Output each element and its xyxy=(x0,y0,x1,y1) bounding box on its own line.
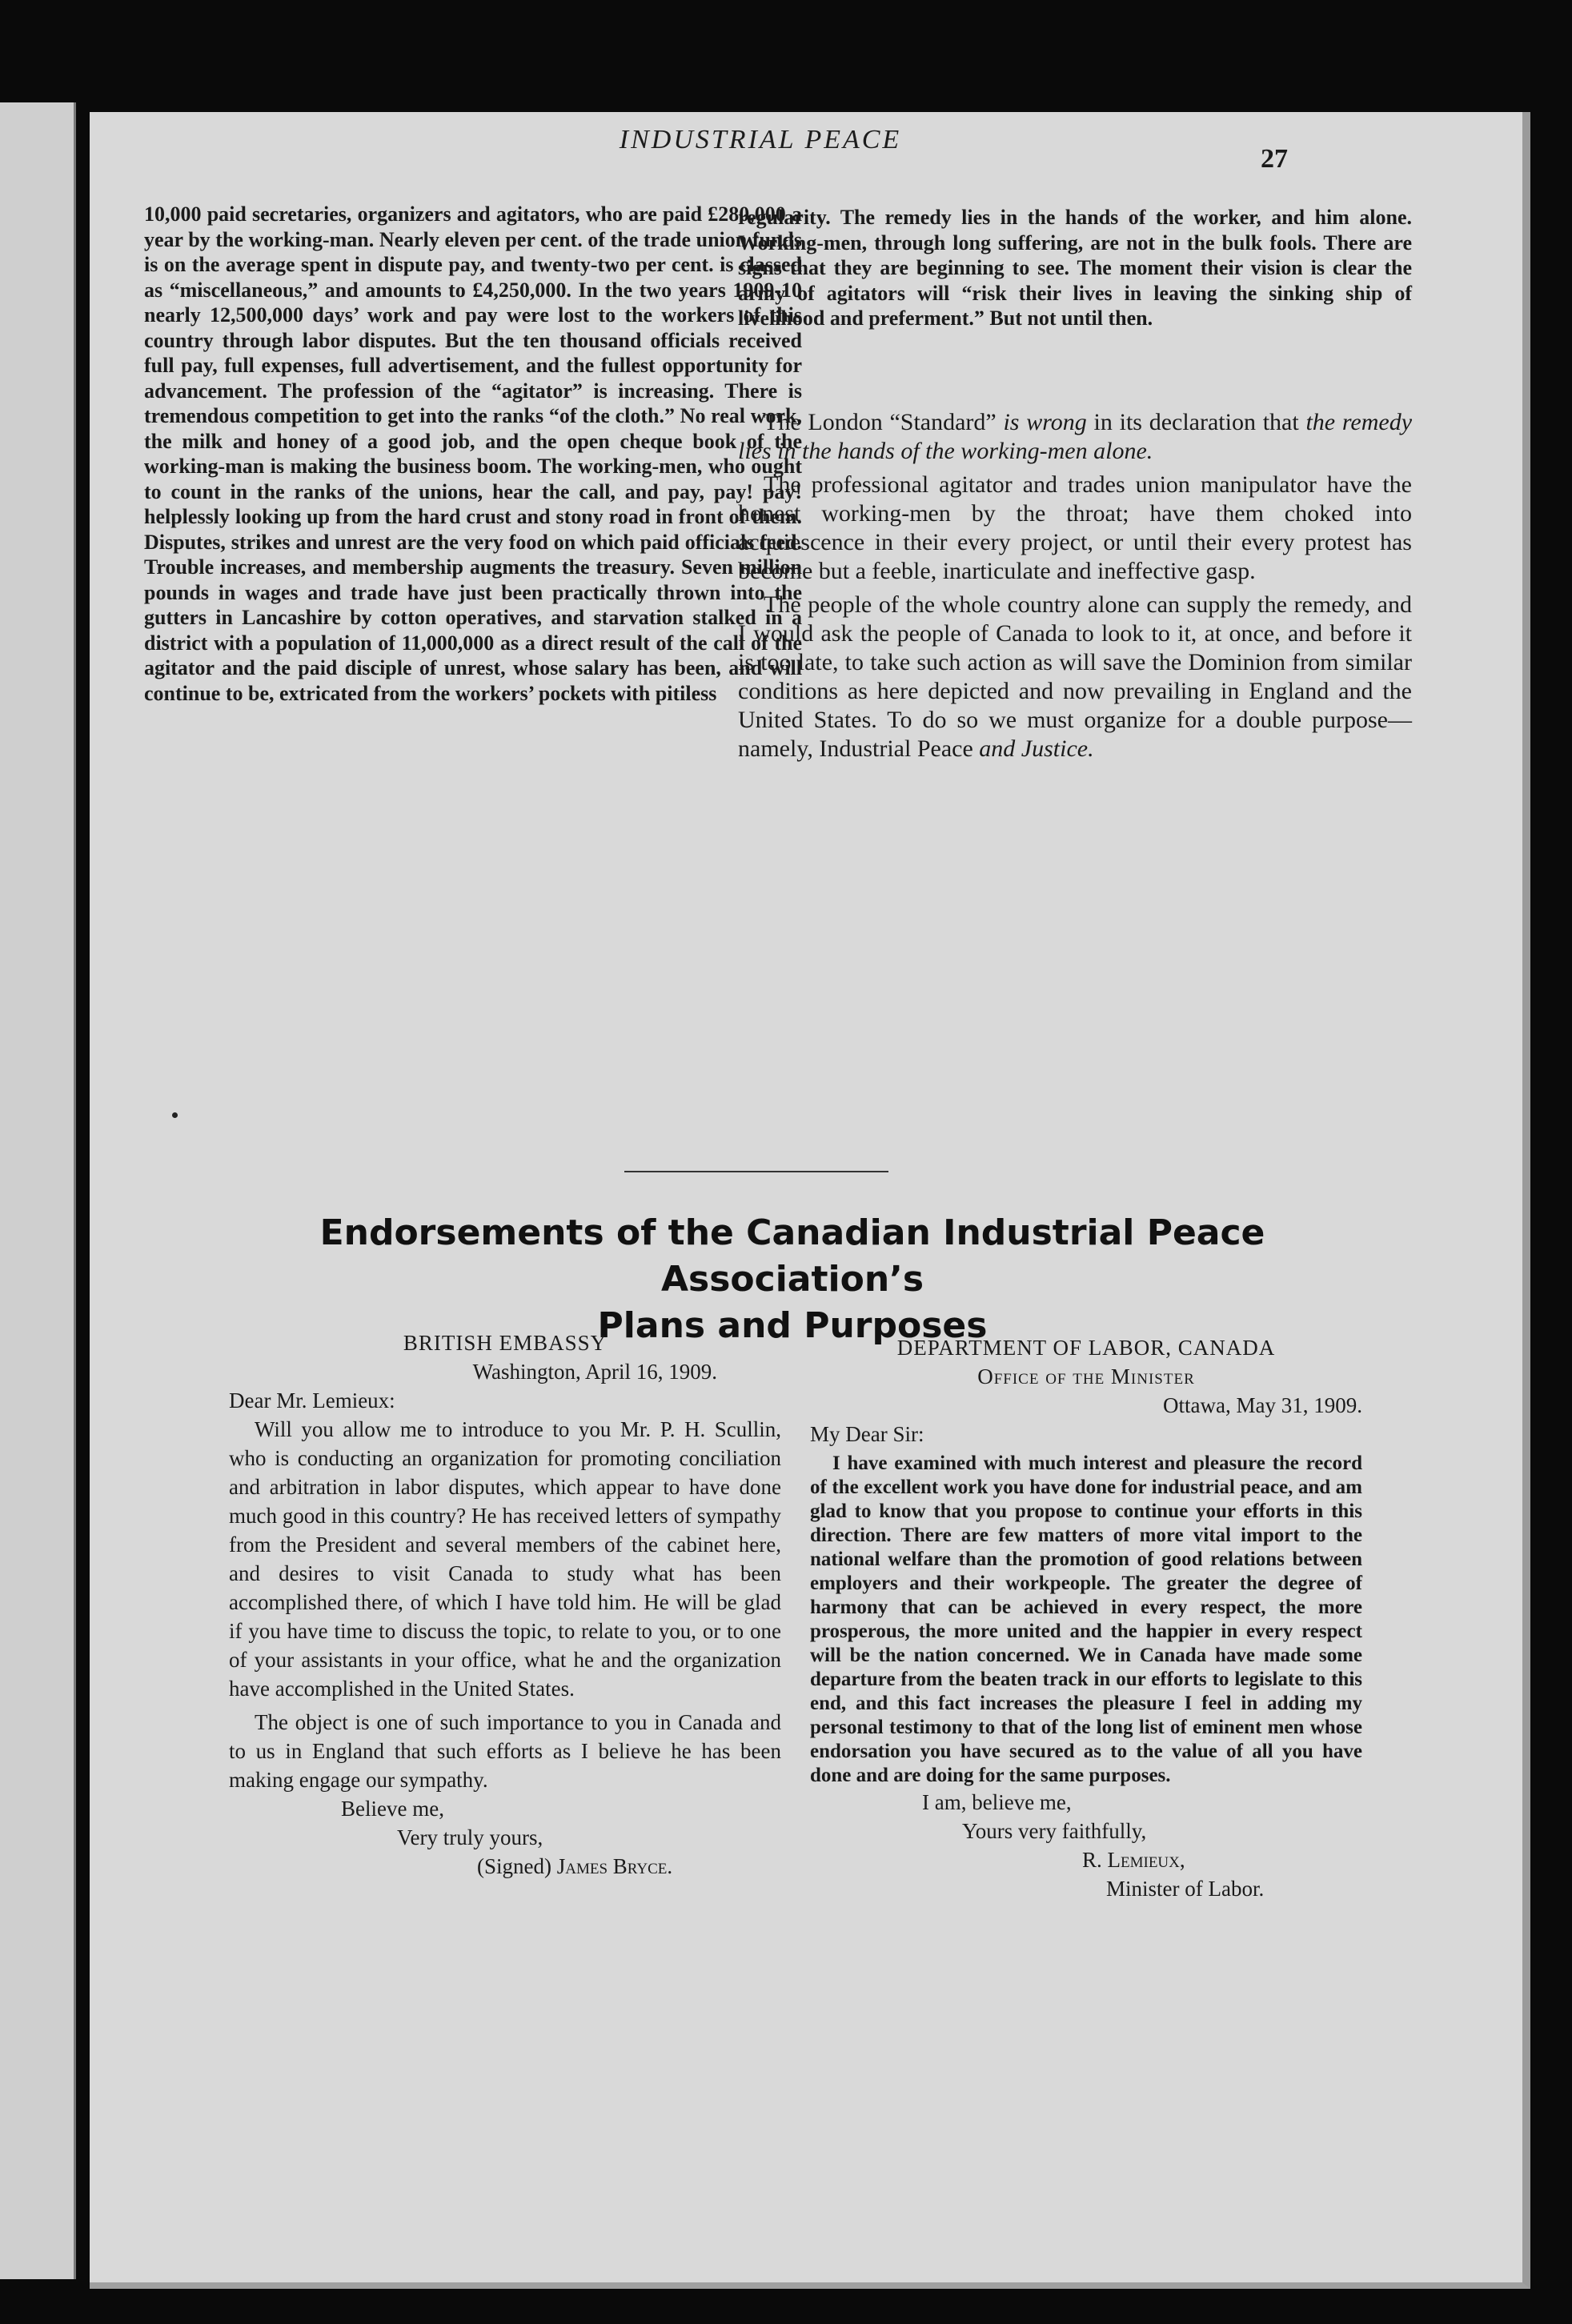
letter-subheading: Office of the Minister xyxy=(977,1364,1195,1388)
letter-closing: Very truly yours, xyxy=(397,1825,543,1849)
left-column xyxy=(144,202,802,706)
letter-closing: I am, believe me, xyxy=(922,1790,1072,1814)
signer-name: R. Lemieux, xyxy=(1082,1848,1185,1872)
commentary-text: The people of the whole country alone can supply the remedy, and I would ask the people of Canada to look to it, at once, and before it is too late, to take such action as will save the Dominion from similar conditions as here depicted and now prevailing in England and the United States. To do so we must organize for a double purpose—namely, Industrial Peace xyxy=(738,591,1412,762)
signer-name: James Bryce. xyxy=(556,1854,673,1878)
headline-line-2: Plans and Purposes xyxy=(597,1305,988,1346)
letter-paragraph: The object is one of such importance to you in Canada and to us in England that such efforts as I believe he has been making engage our sympathy. xyxy=(229,1710,781,1792)
letter-closing: Believe me, xyxy=(341,1797,444,1821)
commentary-paragraph xyxy=(738,591,1412,763)
letter-paragraph: I have examined with much interest and pleasure the record of the excellent work you have done for industrial peace, and am glad to know that you propose to continue your efforts in this direction. There are few matters of more vital import to the national welfare than the promotion of good relations between employers and their workpeople. The greater the degree of harmony that can be achieved in every respect, the more prosperous, the more united and the happier in every respect will be the nation concerned. We in Canada have made some departure from the beaten track in our efforts to legislate to this end, and this fact increases the pleasure I feel in adding my personal testimony to that of the long list of eminent men whose endorsation you have secured as to the value of all you have done and are doing for the same purposes. xyxy=(810,1452,1362,1786)
running-head: INDUSTRIAL PEACE xyxy=(619,125,902,154)
commentary-emphasis: is wrong xyxy=(1003,409,1087,435)
letter-paragraph: Will you allow me to introduce to you Mr. P. H. Scullin, who is conducting an organization for promoting conciliation and arbitration in labor disputes, which appear to have done much good in this country? He has received letters of sympathy from the President and several members of the cabinet here, and desires to visit Canada to study what has been accomplished there, of which I have told him. He will be glad if you have time to discuss the topic, to relate to you, or to one of your assistants in your office, what he and the organization have accomplished in the United States. xyxy=(229,1417,781,1701)
previous-page-edge xyxy=(0,102,76,2279)
right-column-commentary xyxy=(738,408,1412,768)
letter-closing: Yours very faithfully, xyxy=(962,1819,1147,1843)
left-column-text: 10,000 paid secretaries, organizers and agitators, who are paid £280,000 a year by the working-man. Nearly eleven per cent. of the trade union funds is on the average spent in dispute pay, and twenty-two per cent. is classed as “miscellaneous,” and amounts to £4,250,000. In the two years 1909-10 nearly 12,500,000 days’ work and pay were lost to the workers of this country through labor disputes. But the ten thousand officials received full pay, full expenses, full advertisement, and the fullest opportunity for advancement. The profession of the “agitator” is increasing. There is tremendous competition to get into the ranks “of the cloth.” No real work, the milk and honey of a good job, and the open cheque book of the working-man is making the business boom. The working-men, who ought to count in the ranks of the unions, hear the call, and pay, pay! pay! helplessly looking up from the hard crust and stony road in front of them. Disputes, strikes and unrest are the very food on which paid officials feed. Trouble increases, and membership augments the treasury. Seven million pounds in wages and trade have just been practically thrown into the gutters in Lancashire by cotton operatives, and starvation stalked in a district with a population of 11,000,000 as a direct result of the call of the agitator and the paid disciple of unrest, whose salary has been, and will continue to be, extricated from the workers’ pockets with pitiless xyxy=(144,202,802,705)
headline-line-1: Endorsements of the Canadian Industrial Peace Association’s xyxy=(319,1212,1265,1300)
quote-ending: regularity. The remedy lies in the hands of the worker, and him alone. Working-men, through long suffering, are not in the bulk fools. There are signs that they are beginning to see. The moment their vision is clear the army of agitators will “risk their lives in leaving the sinking ship of livelihood and preferment.” But not until then. xyxy=(738,206,1412,330)
margin-speck xyxy=(172,1112,178,1118)
commentary-paragraph xyxy=(738,408,1412,466)
section-divider xyxy=(624,1171,888,1172)
letter-place-date: Ottawa, May 31, 1909. xyxy=(1163,1393,1362,1417)
right-column-quote xyxy=(738,205,1412,331)
letter-signature xyxy=(229,1852,781,1881)
commentary-text: The London “Standard” xyxy=(764,409,997,435)
letter-salutation: My Dear Sir: xyxy=(810,1422,924,1446)
commentary-text: in its declaration that xyxy=(1093,409,1299,435)
letter-heading: DEPARTMENT OF LABOR, CANADA xyxy=(896,1336,1276,1360)
commentary-paragraph: The professional agitator and trades union manipulator have the honest working-men by the throat; have them choked into acquiescence in their every project, or until their every protest has become but a feeble, inarticulate and ineffective gasp. xyxy=(738,471,1412,584)
letter-heading: BRITISH EMBASSY xyxy=(403,1331,608,1355)
commentary-emphasis: and Justice. xyxy=(979,735,1094,762)
page-number: 27 xyxy=(1261,144,1288,174)
british-embassy-letter xyxy=(229,1328,781,1881)
department-of-labor-letter xyxy=(810,1333,1362,1903)
signed-label: (Signed) xyxy=(477,1854,551,1878)
signer-title: Minister of Labor. xyxy=(1106,1877,1265,1901)
letter-place-date: Washington, April 16, 1909. xyxy=(472,1360,717,1384)
letter-salutation: Dear Mr. Lemieux: xyxy=(229,1388,395,1412)
commentary-emphasis: the remedy lies in the hands of the working-men alone. xyxy=(738,409,1413,464)
